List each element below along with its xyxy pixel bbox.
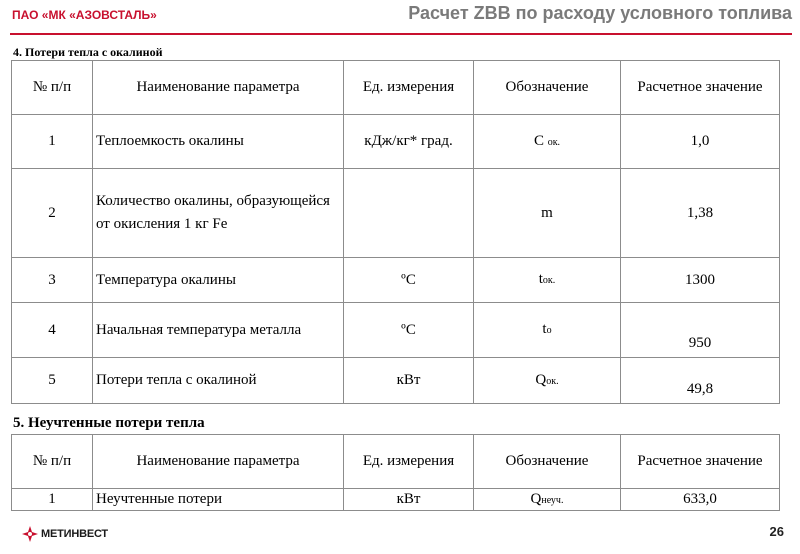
calculated-value: 1,0 [621, 115, 780, 169]
unit: кДж/кг* град. [344, 115, 474, 169]
designation-subscript: ок. [547, 136, 561, 148]
slide-title: Расчет ZBB по расходу условного топлива [408, 3, 792, 23]
designation-symbol: Q [530, 490, 542, 507]
column-header: Ед. измерения [344, 61, 474, 115]
page-number: 26 [769, 524, 784, 539]
row-number: 1 [12, 489, 93, 511]
table-row [12, 169, 780, 258]
table-row [12, 115, 780, 169]
designation [474, 115, 621, 169]
calculated-value: 1300 [621, 258, 780, 303]
row-number: 1 [12, 115, 93, 169]
column-header: № п/п [12, 435, 93, 489]
column-header: № п/п [12, 61, 93, 115]
designation-symbol: С [533, 132, 544, 149]
row-number: 4 [12, 303, 93, 358]
row-number: 5 [12, 358, 93, 404]
designation-subscript: ок. [542, 275, 556, 286]
company-name: ПАО «МК «АЗОВСТАЛЬ» [12, 8, 157, 22]
table-header-row [12, 435, 780, 489]
designation-symbol: t [538, 271, 543, 287]
section-title-unaccounted-losses: 5. Неучтенные потери тепла [13, 415, 205, 431]
unit: ºС [344, 258, 474, 303]
column-header: Обозначение [474, 435, 621, 489]
table-row [12, 303, 780, 358]
row-number: 3 [12, 258, 93, 303]
table-header-row [12, 61, 780, 115]
metinvest-logo-icon [22, 526, 38, 542]
unit [344, 169, 474, 258]
designation-symbol: t [542, 321, 547, 337]
heat-loss-scale-table [11, 60, 780, 404]
designation-subscript: неуч. [541, 494, 564, 506]
row-number: 2 [12, 169, 93, 258]
parameter-name: Начальная температура металла [93, 303, 344, 358]
column-header: Ед. измерения [344, 435, 474, 489]
footer-logo [22, 526, 108, 542]
logo-text: МЕТИНВЕСТ [41, 528, 108, 540]
designation-symbol: Q [535, 371, 547, 388]
table-row [12, 258, 780, 303]
parameter-name: Теплоемкость окалины [93, 115, 344, 169]
designation [474, 358, 621, 404]
unit: кВт [344, 489, 474, 511]
parameter-name: Количество окалины, образующейся от окисления 1 кг Fe [93, 169, 344, 258]
unit: кВт [344, 358, 474, 404]
calculated-value: 1,38 [621, 169, 780, 258]
section-title-heat-loss-scale: 4. Потери тепла с окалиной [13, 45, 163, 59]
column-header: Наименование параметра [93, 435, 344, 489]
parameter-name: Неучтенные потери [93, 489, 344, 511]
designation [474, 169, 621, 258]
calculated-value: 49,8 [621, 358, 780, 404]
column-header: Наименование параметра [93, 61, 344, 115]
unaccounted-losses-table [11, 434, 780, 511]
calculated-value: 950 [621, 303, 780, 358]
parameter-name: Потери тепла с окалиной [93, 358, 344, 404]
table-row [12, 358, 780, 404]
calculated-value: 633,0 [621, 489, 780, 511]
designation-subscript: о [546, 325, 552, 336]
designation-symbol: m [541, 204, 553, 221]
column-header: Обозначение [474, 61, 621, 115]
designation [474, 303, 621, 358]
unit: ºС [344, 303, 474, 358]
designation [474, 489, 621, 511]
header-divider [10, 33, 792, 35]
parameter-name: Температура окалины [93, 258, 344, 303]
designation [474, 258, 621, 303]
table-row [12, 489, 780, 511]
column-header: Расчетное значение [621, 61, 780, 115]
designation-subscript: ок. [546, 375, 559, 387]
column-header: Расчетное значение [621, 435, 780, 489]
